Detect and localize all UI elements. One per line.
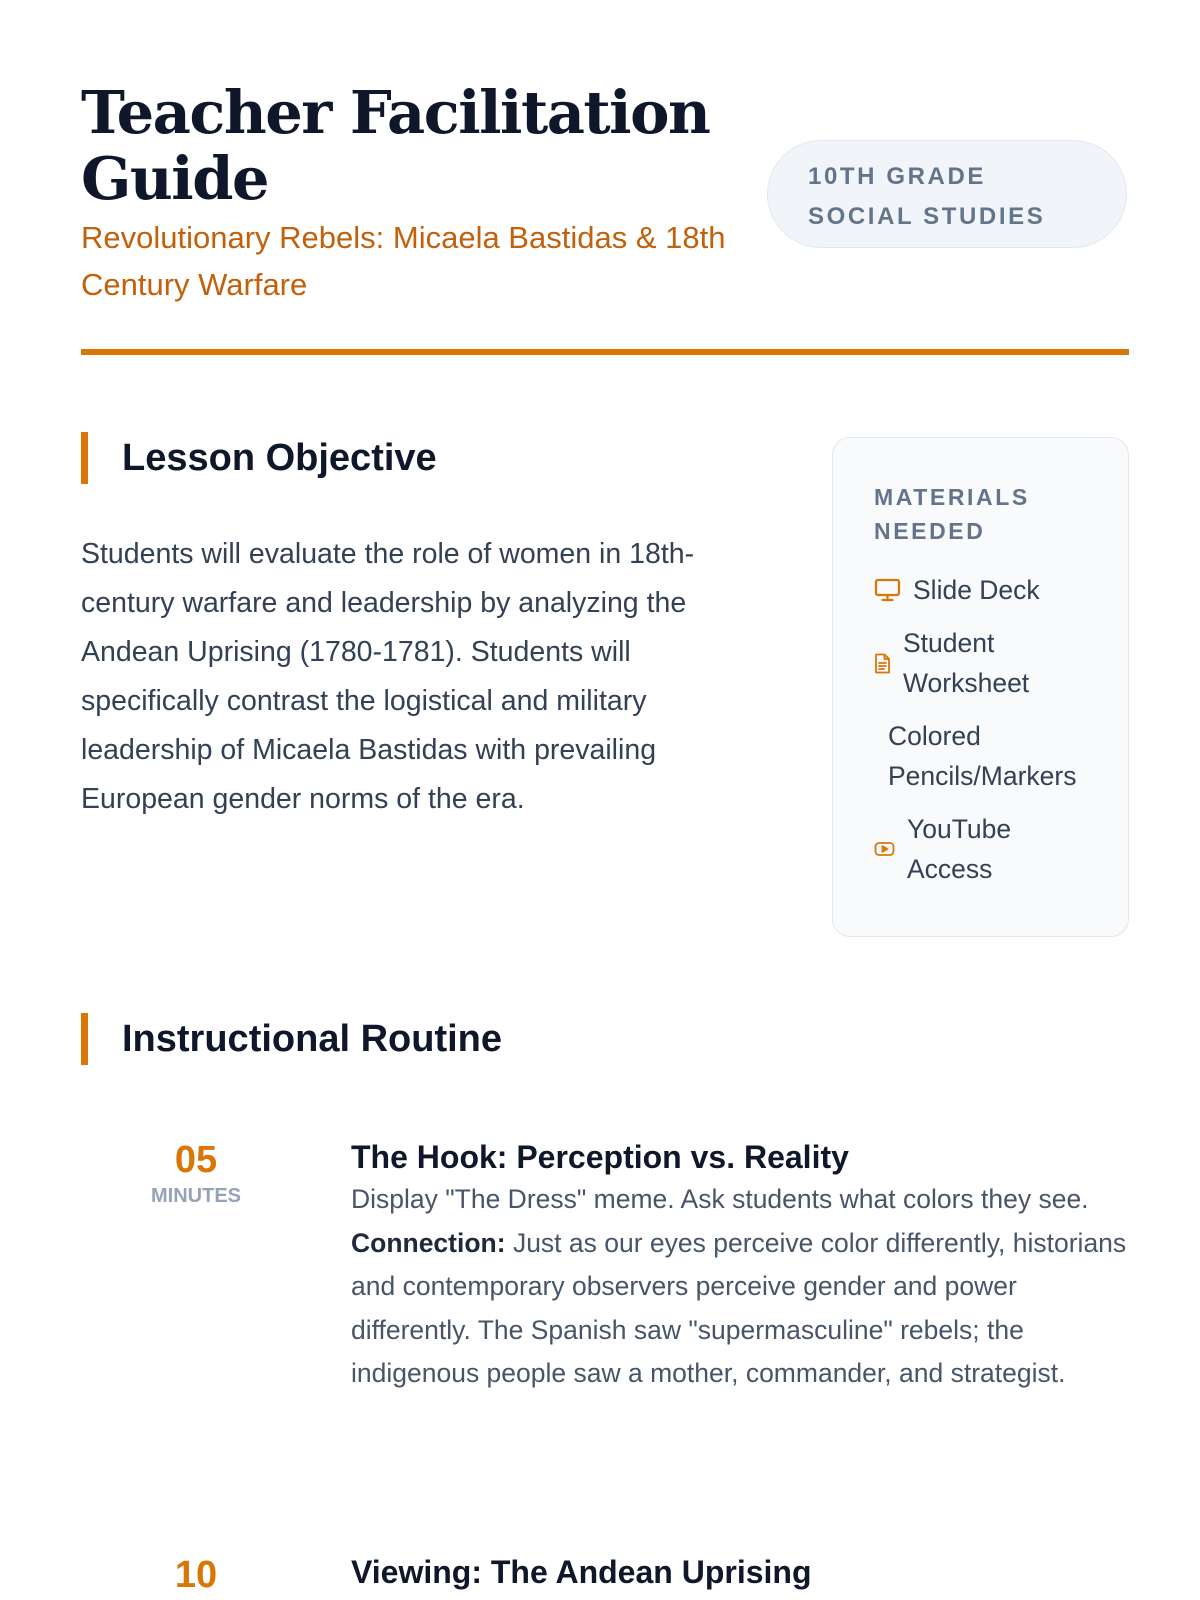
grade-badge [767, 140, 1127, 248]
page-subtitle: Revolutionary Rebels: Micaela Bastidas & 18th Century Warfare [81, 220, 726, 302]
step-description-emphasis: Connection: [351, 1227, 506, 1258]
presentation-icon [874, 578, 901, 602]
material-item [874, 623, 1108, 703]
lesson-objective-text: Students will evaluate the role of women in 18th-century warfare and leadership by analyzing the Andean Uprising (1780-1781). Students will specifically contrast the logistical and military leadership of Micaela Bastidas with prevailing European gender norms of the era. [81, 538, 695, 815]
subject-label: SOCIAL STUDIES [808, 203, 1046, 230]
materials-card [832, 437, 1129, 937]
lesson-objective-heading: Lesson Objective [81, 432, 437, 484]
step-minutes: 10 [174, 1554, 218, 1596]
document-icon [874, 653, 891, 674]
step-description [351, 1178, 1131, 1396]
instructional-routine-heading: Instructional Routine [81, 1013, 502, 1065]
material-item [874, 809, 1108, 889]
material-label: Slide Deck [913, 575, 1040, 605]
facilitation-guide [81, 0, 1129, 1596]
step-duration [81, 1138, 311, 1210]
step-title: The Hook: Perception vs. Reality [351, 1139, 849, 1175]
youtube-icon [874, 841, 895, 857]
step-description-intro: Display "The Dress" meme. Ask students what colors they see. [351, 1184, 1089, 1214]
grade-level: 10TH GRADE [808, 163, 987, 190]
materials-title: MATERIALS NEEDED [874, 484, 1030, 544]
header-divider [81, 349, 1129, 355]
materials-list [874, 570, 1108, 889]
step-minutes: 05 [174, 1139, 218, 1181]
material-item [874, 570, 1108, 610]
step-title: Viewing: The Andean Uprising [351, 1554, 812, 1590]
step-description-body: Just as our eyes perceive color differently, historians and contemporary observers perceive gender and power differently. The Spanish saw "supermasculine" rebels; the indigenous people saw a mother, commander, and strategist. [351, 1227, 1127, 1388]
material-label: YouTube Access [907, 814, 1012, 884]
material-item [874, 716, 1108, 796]
material-label: Colored Pencils/Markers [888, 721, 1077, 791]
page-header [81, 0, 1129, 360]
page-title: Teacher Facilitation Guide [81, 78, 710, 213]
step-minutes-unit: MINUTES [151, 1185, 241, 1207]
material-label: Student Worksheet [903, 628, 1030, 698]
step-duration [81, 1553, 311, 1597]
